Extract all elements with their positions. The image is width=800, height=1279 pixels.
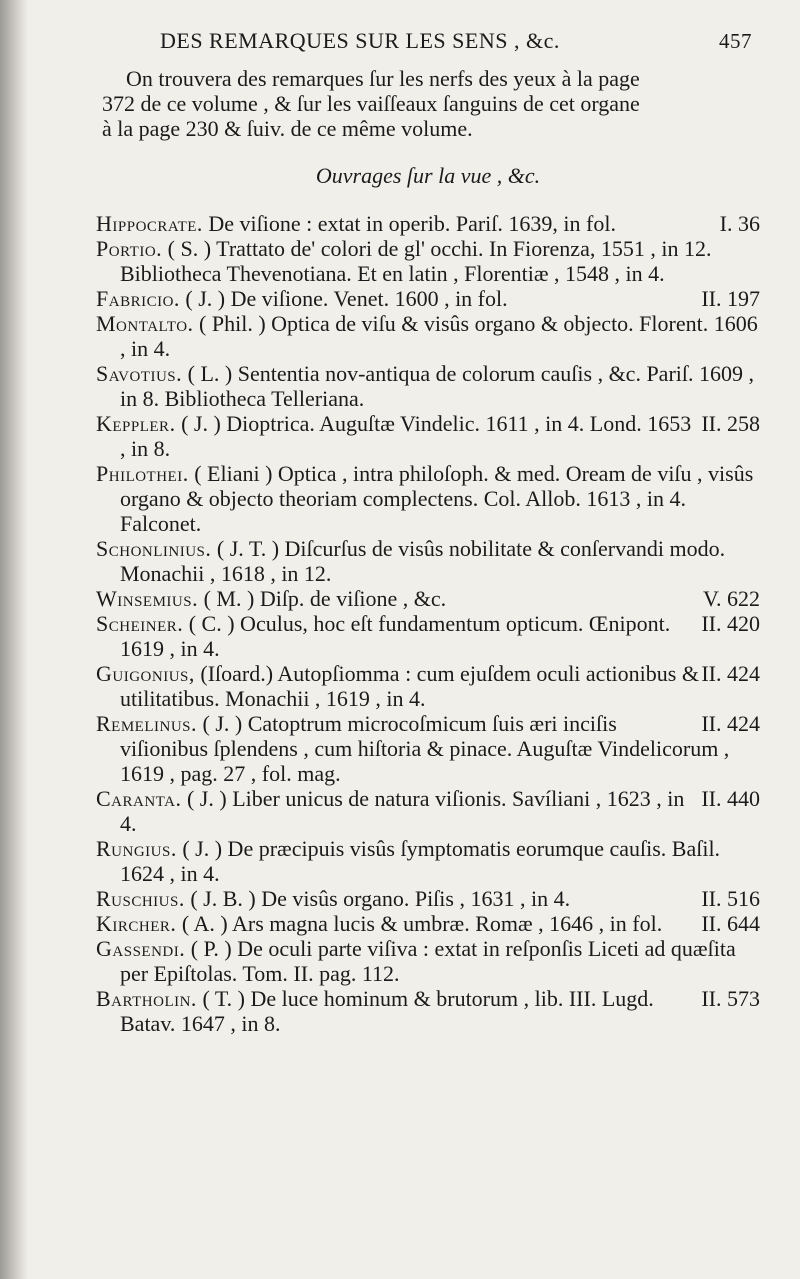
bibliography-entry: [96, 311, 760, 361]
bibliography-entry: [96, 461, 760, 536]
entry-reference: II. 644: [701, 911, 760, 936]
bibliography-entry: [96, 661, 760, 711]
entry-reference: II. 516: [701, 886, 760, 911]
entry-text: ( Eliani ) Optica , intra philoſoph. & med. Oream de viſu , visûs organo & objecto theoriam complectens. Col. Allob. 1613 , in 4. Falconet.: [120, 461, 754, 536]
entry-author: Portio.: [96, 236, 163, 261]
entry-text: ( C. ) Oculus, hoc eſt fundamentum opticum. Œnipont. 1619 , in 4.: [120, 611, 671, 661]
entry-reference: II. 197: [701, 286, 760, 311]
bibliography-entry: [96, 911, 760, 936]
entry-author: Guigonius,: [96, 661, 195, 686]
entry-reference: II. 573: [701, 986, 760, 1011]
entry-text: ( J. ) De præcipuis visûs ſymptomatis eorumque cauſis. Baſil. 1624 , in 4.: [120, 836, 721, 886]
entry-reference: V. 622: [702, 586, 760, 611]
entry-text: ( J. ) De viſione. Venet. 1600 , in fol.: [185, 286, 508, 311]
intro-line: à la page 230 & ſuiv. de ce même volume.: [102, 116, 473, 141]
entry-author: Winsemius.: [96, 586, 199, 611]
bibliography-entry: [96, 211, 760, 236]
entry-text: ( J. B. ) De visûs organo. Piſis , 1631 , in 4.: [190, 886, 571, 911]
section-subtitle: Ouvrages ſur la vue , &c.: [315, 163, 541, 188]
entry-text: ( M. ) Diſp. de viſione , &c.: [203, 586, 447, 611]
entry-reference: II. 440: [701, 786, 760, 811]
bibliography-entry: [96, 786, 760, 836]
bibliography-entry: [96, 236, 760, 286]
entry-text: ( J. ) Dioptrica. Auguſtæ Vindelic. 1611 , in 4. Lond. 1653 , in 8.: [120, 411, 692, 461]
bibliography-entry: [96, 711, 760, 786]
entry-text: ( L. ) Sententia nov-antiqua de colorum cauſis , &c. Pariſ. 1609 , in 8. Bibliotheca Telleriana.: [120, 361, 755, 411]
running-header: [96, 28, 760, 54]
entry-text: ( T. ) De luce hominum & brutorum , lib. III. Lugd. Batav. 1647 , in 8.: [120, 986, 654, 1036]
bibliography-entry: [96, 936, 760, 986]
entry-reference: II. 424: [701, 711, 760, 736]
entry-author: Caranta.: [96, 786, 182, 811]
entry-text: ( A. ) Ars magna lucis & umbræ. Romæ , 1646 , in fol.: [181, 911, 663, 936]
entry-reference: I. 36: [719, 211, 760, 236]
bibliography-entry: [96, 611, 760, 661]
entry-author: Philothei.: [96, 461, 189, 486]
entry-reference: II. 420: [701, 611, 760, 636]
entry-text: ( J. T. ) Diſcurſus de visûs nobilitate & conſervandi modo. Monachii , 1618 , in 12.: [120, 536, 726, 586]
entry-text: ( Phil. ) Optica de viſu & visûs organo & objecto. Florent. 1606 , in 4.: [120, 311, 758, 361]
bibliography-entry: [96, 586, 760, 611]
entry-author: Gassendi.: [96, 936, 186, 961]
bibliography-entry: [96, 836, 760, 886]
entry-reference: II. 258: [701, 411, 760, 436]
bibliography-entry: [96, 361, 760, 411]
intro-line: On trouvera des remarques ſur les nerfs des yeux à la page: [126, 66, 640, 91]
entry-text: ( S. ) Trattato de' colori de gl' occhi. In Fiorenza, 1551 , in 12. Bibliotheca Thevenotiana. Et en latin , Florentiæ , 1548 , in 4.: [120, 236, 712, 286]
bibliography-entry: [96, 536, 760, 586]
intro-line: 372 de ce volume , & ſur les vaiſſeaux ſanguins de cet organe: [102, 91, 640, 116]
entry-author: Rungius.: [96, 836, 177, 861]
entry-text: ( P. ) De oculi parte viſiva : extat in reſponſis Liceti ad quæſita per Epiſtolas. Tom. II. pag. 112.: [120, 936, 736, 986]
entry-author: Kircher.: [96, 911, 177, 936]
bibliography-entry: [96, 286, 760, 311]
entry-author: Ruschius.: [96, 886, 185, 911]
entry-author: Scheiner.: [96, 611, 184, 636]
entry-text: De viſione : extat in operib. Pariſ. 1639, in fol.: [208, 211, 616, 236]
entry-text: ( J. ) Liber unicus de natura viſionis. Savíliani , 1623 , in 4.: [120, 786, 685, 836]
bibliography-list: [96, 211, 760, 1036]
entry-text: ( J. ) Catoptrum microcoſmicum ſuis æri inciſis viſionibus ſplendens , cum hiſtoria & pinace. Auguſtæ Vindelicorum , 1619 , pag. 27 , fol. mag.: [120, 711, 730, 786]
bibliography-entry: [96, 886, 760, 911]
entry-author: Montalto.: [96, 311, 194, 336]
entry-author: Fabricio.: [96, 286, 180, 311]
entry-author: Bartholin.: [96, 986, 197, 1011]
entry-text: (Iſoard.) Autopſiomma : cum ejuſdem oculi actionibus & utilitatibus. Monachii , 1619 , in 4.: [120, 661, 699, 711]
bibliography-entry: [96, 411, 760, 461]
entry-author: Keppler.: [96, 411, 176, 436]
intro-paragraph: [96, 66, 760, 141]
page-number: 457: [719, 29, 752, 53]
bibliography-entry: [96, 986, 760, 1036]
entry-author: Savotius.: [96, 361, 183, 386]
running-title: DES REMARQUES SUR LES SENS , &c.: [160, 28, 560, 53]
entry-reference: II. 424: [701, 661, 760, 686]
entry-author: Remelinus.: [96, 711, 198, 736]
entry-author: Schonlinius.: [96, 536, 212, 561]
entry-author: Hippocrate.: [96, 211, 203, 236]
